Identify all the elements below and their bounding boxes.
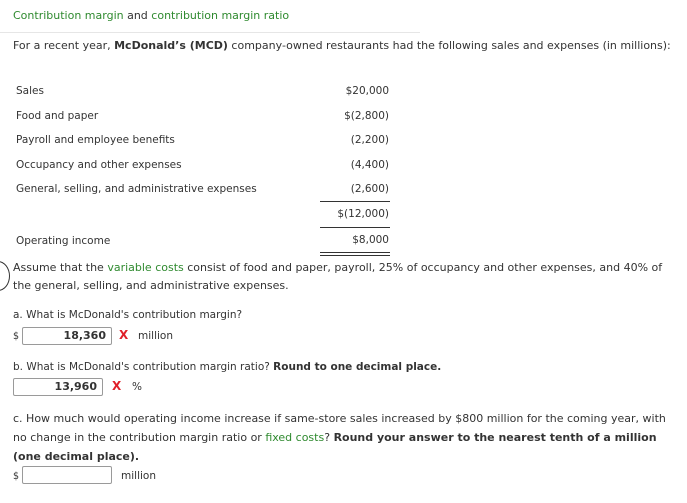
circle-icon <box>0 261 10 291</box>
question-a-currency: $ <box>13 331 20 342</box>
total-expenses-value: $(12,000) <box>337 208 389 220</box>
statement-row-label: General, selling, and administrative expenses <box>16 183 257 195</box>
double-rule-bottom <box>320 255 390 256</box>
total-rule <box>320 227 390 228</box>
question-c-text <box>13 409 683 466</box>
question-b-label <box>13 361 441 373</box>
question-c-unit: million <box>121 470 156 482</box>
question-b-answer-input[interactable]: 13,960 <box>13 378 103 396</box>
incorrect-x-icon: X <box>112 379 122 393</box>
intro-text <box>13 39 671 52</box>
assumption-part2: consist of food and paper, payroll, 25% of occupancy and other expenses, and 40% of the general, selling, and administrative expenses. <box>13 261 663 292</box>
contribution-margin-ratio-link[interactable]: contribution margin ratio <box>151 9 290 22</box>
question-b-text: b. What is McDonald's contribution margin ratio? <box>13 361 274 373</box>
intro-company: McDonald’s (MCD) <box>114 39 228 52</box>
statement-row-label: Sales <box>16 85 44 97</box>
statement-row-label: Occupancy and other expenses <box>16 159 182 171</box>
question-c-part2: ? <box>324 431 334 444</box>
statement-row-label: Payroll and employee benefits <box>16 134 175 146</box>
statement-row-value: $(2,800) <box>344 110 389 122</box>
assumption-part1: Assume that the <box>13 261 108 274</box>
statement-row-value: (4,400) <box>350 159 389 171</box>
statement-row-value: (2,600) <box>350 183 389 195</box>
incorrect-x-icon: X <box>119 328 129 342</box>
title-and: and <box>123 9 152 22</box>
question-c-instruction: Round your answer to the nearest tenth of a million (one decimal place). <box>13 431 657 463</box>
variable-costs-link[interactable]: variable costs <box>107 261 184 274</box>
question-b-unit: % <box>132 381 142 393</box>
question-c-part1: c. How much would operating income increase if same-store sales increased by $800 million for the coming year, with no change in the contribution margin ratio or <box>13 412 666 444</box>
question-c-answer-input[interactable] <box>22 466 112 484</box>
statement-row-value: (2,200) <box>350 134 389 146</box>
operating-income-label: Operating income <box>16 235 111 247</box>
intro-suffix: company-owned restaurants had the following sales and expenses (in millions): <box>227 39 671 52</box>
subtotal-rule <box>320 201 390 202</box>
page-title <box>13 9 289 22</box>
statement-row-value: $20,000 <box>345 85 389 97</box>
double-rule-top <box>320 252 390 253</box>
fixed-costs-link[interactable]: fixed costs <box>265 431 325 444</box>
operating-income-value: $8,000 <box>352 234 389 246</box>
assumption-text <box>13 259 678 295</box>
statement-row-label: Food and paper <box>16 110 99 122</box>
question-b-instruction: Round to one decimal place. <box>273 361 442 373</box>
intro-prefix: For a recent year, <box>13 39 115 52</box>
contribution-margin-link[interactable]: Contribution margin <box>13 9 124 22</box>
question-a-unit: million <box>138 330 173 342</box>
question-c-currency: $ <box>13 471 20 482</box>
question-a-label: a. What is McDonald's contribution margin? <box>13 309 243 321</box>
title-bar <box>0 0 420 33</box>
question-a-answer-input[interactable]: 18,360 <box>22 327 112 345</box>
